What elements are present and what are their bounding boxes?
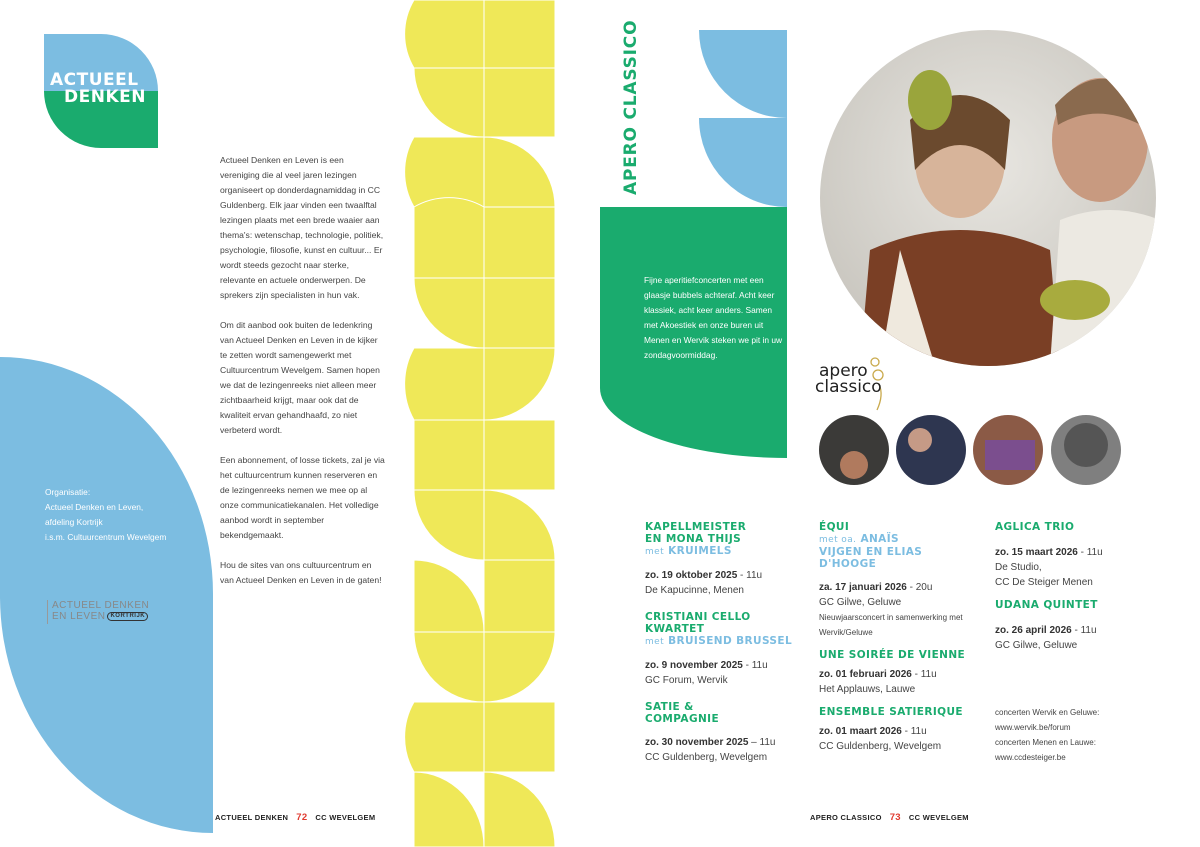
concert-title: KAPELLMEISTER EN MONA THIJS [645, 521, 747, 545]
concert-time: 11u [746, 570, 763, 581]
footer-venue: CC WEVELGEM [908, 813, 969, 822]
website-link[interactable]: www.ccdesteiger.be [995, 753, 1066, 762]
musicians-photo [820, 30, 1160, 366]
links-label: concerten Wervik en Geluwe: [995, 708, 1100, 717]
mini-photos [819, 415, 1121, 485]
concert-time: 11u [759, 737, 776, 748]
website-link[interactable]: www.wervik.be/forum [995, 723, 1071, 732]
concerts-column-2 [819, 521, 984, 754]
concert-item: ENSEMBLE SATIERIQUE zo. 01 maart 2026 - 11u CC Guldenberg, Wevelgem [819, 706, 984, 754]
concert-item: SATIE & COMPAGNIE zo. 30 november 2025 – 11u CC Guldenberg, Wevelgem [645, 701, 805, 765]
concert-date: zo. 26 april 2026 [995, 625, 1072, 636]
left-footer [215, 812, 375, 823]
concert-date: za. 17 januari 2026 [819, 582, 907, 593]
apero-classico-logo [815, 355, 887, 410]
concert-subtitle: KRUIMELS [668, 545, 732, 557]
concert-time: 11u [920, 669, 937, 680]
concert-subtitle: BRUISEND BRUSSEL [668, 635, 793, 647]
concert-venue: GC Gilwe, Geluwe [819, 597, 902, 608]
concert-date: zo. 9 november 2025 [645, 660, 743, 671]
concerts-column-3 [995, 521, 1145, 653]
concert-item: CRISTIANI CELLO KWARTET met BRUISEND BRUSSEL zo. 9 november 2025 - 11u GC Forum, Wervik [645, 611, 805, 688]
concert-date: zo. 19 oktober 2025 [645, 570, 738, 581]
concert-time: 11u [751, 660, 768, 671]
right-footer [810, 812, 969, 823]
concert-venue: Het Applauws, Lauwe [819, 684, 916, 695]
concert-date: zo. 01 maart 2026 [819, 726, 902, 737]
concert-venue: De Kapucinne, Menen [645, 585, 744, 596]
concert-note: Nieuwjaarsconcert in samenwerking met Wervik/Geluwe [819, 613, 963, 637]
concert-date: zo. 15 maart 2026 [995, 547, 1078, 558]
apero-intro: Fijne aperitiefconcerten met een glaasje bubbels achteraf. Acht keer klassiek, acht keer anders. Samen met Akoestiek en onze buren uit Menen en Wervik steken we pit in uw zondagvoormiddag. [644, 275, 783, 360]
concert-title: UNE SOIRÉE DE VIENNE [819, 649, 966, 661]
organisation-info [45, 485, 205, 545]
concert-item: ÉQUI met oa. ANAÏS VIJGEN EN ELIAS D'HOOGE za. 17 januari 2026 - 20u GC Gilwe, Geluwe Nieuwjaarsconcert in samenwerking met Wervik/Geluwe [819, 521, 984, 640]
small-logo-line2: EN LEVEN [52, 611, 106, 622]
actueel-denken-logo [44, 34, 158, 148]
concert-sub-prefix: met oa. [819, 535, 857, 545]
concert-sub-prefix: met [645, 547, 665, 557]
concert-venue: CC De Steiger Menen [995, 577, 1093, 588]
concert-item: KAPELLMEISTER EN MONA THIJS met KRUIMELS zo. 19 oktober 2025 - 11u De Kapucinne, Menen [645, 521, 805, 598]
yellow-pattern [405, 0, 555, 847]
apero-logo-line2: classico [815, 377, 882, 397]
page-number: 73 [889, 812, 901, 823]
org-line: afdeling Kortrijk [45, 517, 103, 527]
org-line: i.s.m. Cultuurcentrum Wevelgem [45, 532, 167, 542]
footer-section: APERO CLASSICO [810, 813, 882, 822]
intro-paragraph: Een abonnement, of losse tickets, zal je via het cultuurcentrum kunnen reserveren en de lezingenreeks nemen we mee op al onze communicatiekanalen. Het volledige aanbod wordt in september bekendgemaakt. [220, 455, 385, 540]
intro-paragraph: Actueel Denken en Leven is een vereniging die al veel jaren lezingen organiseert op donderdagnamiddag in CC Guldenberg. Elk jaar vinden een twaalftal lezingen plaats met een brede waaier aan thema's: wetenschap, technologie, politiek, psychologie, filosofie, kunst en cultuur... Er wordt steeds gezocht naar sterke, relevante en actuele onderwerpen. De sprekers zijn specialisten in hun vak. [220, 155, 384, 300]
intro-text [220, 153, 385, 603]
intro-paragraph: Hou de sites van ons cultuurcentrum en van Actueel Denken en Leven in de gaten! [220, 560, 382, 585]
concert-venue: GC Gilwe, Geluwe [995, 640, 1078, 651]
concert-time: 11u [1080, 625, 1097, 636]
concert-venue: CC Guldenberg, Wevelgem [819, 741, 942, 752]
concert-time: 11u [910, 726, 927, 737]
concert-title: ÉQUI [819, 521, 850, 533]
concert-item: UNE SOIRÉE DE VIENNE zo. 01 februari 2026 - 11u Het Applauws, Lauwe [819, 649, 984, 697]
concert-title: UDANA QUINTET [995, 599, 1098, 611]
concert-item: UDANA QUINTET zo. 26 april 2026 - 11u GC Gilwe, Geluwe [995, 599, 1145, 653]
concert-date: zo. 30 november 2025 [645, 737, 749, 748]
footer-section: ACTUEEL DENKEN [215, 813, 289, 822]
concert-subtitle: ANAÏS VIJGEN EN ELIAS D'HOOGE [819, 533, 923, 570]
blue-half-circle [0, 357, 213, 833]
page-number: 72 [296, 812, 308, 823]
concert-time: 11u [1086, 547, 1103, 558]
links-label: concerten Menen en Lauwe: [995, 738, 1096, 747]
logo-line2: DENKEN [64, 87, 146, 107]
intro-paragraph: Om dit aanbod ook buiten de ledenkring van Actueel Denken en Leven in de kijker te zetten wordt samengewerkt met Cultuurcentrum Wevelgem. Samen hopen we dat de lezingenreeks niet alleen meer zichtbaarheid krijgt, maar ook dat de kwaliteit ervan gehandhaafd, zo niet verbeterd wordt. [220, 320, 380, 435]
concert-title: CRISTIANI CELLO KWARTET [645, 611, 751, 635]
concerts-column-1 [645, 521, 805, 765]
website-links [995, 705, 1145, 765]
concert-sub-prefix: met [645, 637, 665, 647]
apero-logo-line1: apero [819, 361, 868, 381]
concert-title: AGLICA TRIO [995, 521, 1075, 533]
concert-time: 20u [915, 582, 933, 593]
concert-title: SATIE & COMPAGNIE [645, 701, 720, 725]
org-line: Actueel Denken en Leven, [45, 502, 144, 512]
kortrijk-brand: KORTRIJK [107, 612, 148, 621]
concert-date: zo. 01 februari 2026 [819, 669, 912, 680]
concert-venue: De Studio, [995, 562, 1042, 573]
concert-title: ENSEMBLE SATIERIQUE [819, 706, 963, 718]
org-line: Organisatie: [45, 487, 91, 497]
concert-item: AGLICA TRIO zo. 15 maart 2026 - 11u De Studio, CC De Steiger Menen [995, 521, 1145, 590]
actueel-denken-leven-logo [47, 600, 153, 624]
page-title: APERO CLASSICO [621, 19, 641, 195]
concert-venue: GC Forum, Wervik [645, 675, 728, 686]
concert-venue: CC Guldenberg, Wevelgem [645, 752, 768, 763]
logo-line1: ACTUEEL [50, 70, 139, 90]
footer-venue: CC WEVELGEM [315, 813, 376, 822]
small-logo-line1: ACTUEEL DENKEN [52, 600, 150, 611]
